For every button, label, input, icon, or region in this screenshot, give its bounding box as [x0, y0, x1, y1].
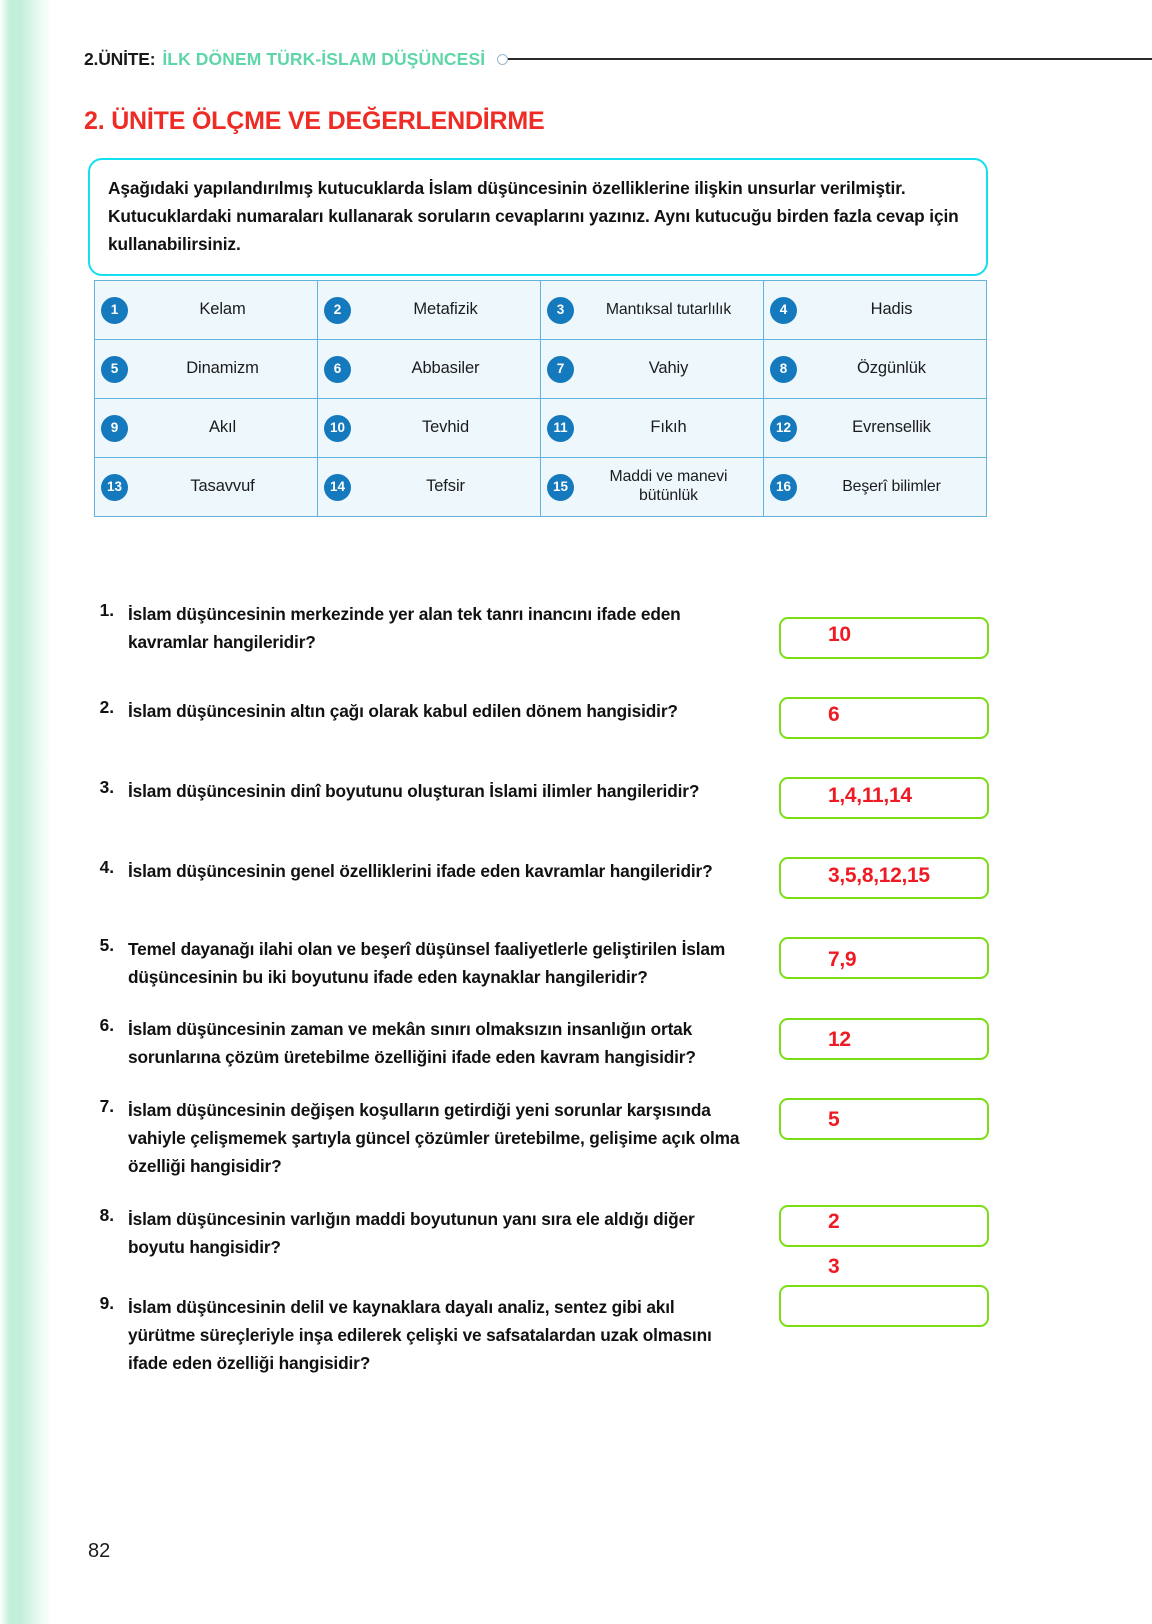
question-item-4	[84, 857, 778, 885]
concept-label: Beşerî bilimler	[842, 477, 941, 495]
question-number: 6.	[99, 1015, 114, 1035]
concept-label: Tevhid	[421, 418, 470, 437]
question-text: İslam düşüncesinin merkezinde yer alan tek tanrı inancını ifade eden kavramlar hangileridir?	[128, 604, 681, 653]
question-item-7	[84, 1096, 768, 1180]
answer-value-5: 7,9	[828, 948, 857, 971]
concept-cell-8[interactable]	[764, 340, 987, 399]
concept-badge: 13	[101, 474, 128, 501]
question-item-9	[84, 1293, 743, 1377]
answer-value-9: 3	[828, 1255, 840, 1278]
concept-cell-12[interactable]	[764, 399, 987, 458]
question-number: 5.	[99, 935, 114, 955]
question-text: İslam düşüncesinin dinî boyutunu oluşturan İslami ilimler hangileridir?	[128, 781, 700, 801]
concept-cell-2[interactable]	[318, 281, 541, 340]
concept-badge: 4	[770, 297, 797, 324]
concept-cell-1[interactable]	[95, 281, 318, 340]
answer-box-8[interactable]	[779, 1205, 989, 1247]
table-row	[95, 399, 987, 458]
concept-badge: 7	[547, 356, 574, 383]
concept-badge: 14	[324, 474, 351, 501]
concept-label: Maddi ve manevi bütünlük	[609, 468, 728, 504]
page-title: 2. ÜNİTE ÖLÇME VE DEĞERLENDİRME	[84, 107, 545, 135]
instruction-text: Aşağıdaki yapılandırılmış kutucuklarda İslam düşüncesinin özelliklerine ilişkin unsurlar verilmiştir. Kutucuklardaki numaraları kullanarak soruların cevaplarını yazınız. Aynı kutucuğu birden fazla cevap için kullanabilirsiniz.	[108, 178, 959, 255]
answer-box-5[interactable]	[779, 937, 989, 979]
question-number: 7.	[99, 1096, 114, 1116]
concept-cell-15[interactable]	[541, 458, 764, 517]
concept-cell-14[interactable]	[318, 458, 541, 517]
concept-badge: 11	[547, 415, 574, 442]
answer-value-1: 10	[828, 623, 851, 646]
question-item-2	[84, 697, 743, 725]
question-number: 8.	[99, 1205, 114, 1225]
concept-label: Evrensellik	[852, 418, 931, 437]
answer-box-7[interactable]	[779, 1098, 989, 1140]
concept-badge: 5	[101, 356, 128, 383]
answer-box-9[interactable]	[779, 1285, 989, 1327]
answer-box-2[interactable]	[779, 697, 989, 739]
question-text: İslam düşüncesinin zaman ve mekân sınırı olmaksızın insanlığın ortak sorunlarına çözüm üretebilme özelliğini ifade eden kavram hangisidir?	[128, 1019, 696, 1068]
concept-cell-7[interactable]	[541, 340, 764, 399]
question-number: 4.	[99, 857, 114, 877]
answer-value-3: 1,4,11,14	[828, 784, 912, 807]
concept-cell-16[interactable]	[764, 458, 987, 517]
concept-cell-11[interactable]	[541, 399, 764, 458]
concept-label: Abbasiler	[411, 359, 480, 378]
question-item-1	[84, 600, 743, 656]
running-header	[84, 44, 1152, 74]
question-text: İslam düşüncesinin delil ve kaynaklara dayalı analiz, sentez gibi akıl yürütme süreçleriyle inşa edilerek çelişki ve safsatalardan uzak olmasını ifade eden özelliği hangisidir?	[128, 1297, 712, 1374]
concept-cell-6[interactable]	[318, 340, 541, 399]
answer-value-8: 2	[828, 1210, 840, 1233]
question-number: 9.	[99, 1293, 114, 1313]
concept-cell-4[interactable]	[764, 281, 987, 340]
question-text: İslam düşüncesinin varlığın maddi boyutunun yanı sıra ele aldığı diğer boyutu hangisidir?	[128, 1209, 695, 1258]
concept-label: Fıkıh	[650, 418, 687, 437]
answer-value-4: 3,5,8,12,15	[828, 864, 930, 887]
answer-box-6[interactable]	[779, 1018, 989, 1060]
concept-badge: 1	[101, 297, 128, 324]
concept-badge: 2	[324, 297, 351, 324]
concept-cell-9[interactable]	[95, 399, 318, 458]
concept-number-table	[94, 280, 987, 517]
concept-badge: 15	[547, 474, 574, 501]
concept-label: Özgünlük	[857, 359, 926, 378]
table-row	[95, 340, 987, 399]
concept-cell-5[interactable]	[95, 340, 318, 399]
concept-label: Tasavvuf	[190, 477, 255, 496]
concept-badge: 12	[770, 415, 797, 442]
answer-value-2: 6	[828, 703, 840, 726]
question-text: Temel dayanağı ilahi olan ve beşerî düşünsel faaliyetlerle geliştirilen İslam düşüncesinin bu iki boyutunu ifade eden kaynaklar hangileridir?	[128, 939, 726, 988]
question-item-3	[84, 777, 758, 805]
concept-label: Hadis	[870, 300, 913, 319]
answer-value-7: 5	[828, 1108, 840, 1131]
concept-label: Dinamizm	[186, 359, 259, 378]
concept-label: Vahiy	[648, 359, 689, 378]
concept-badge: 9	[101, 415, 128, 442]
concept-label: Metafizik	[413, 300, 478, 319]
header-unit-title: İLK DÖNEM TÜRK-İSLAM DÜŞÜNCESİ	[162, 48, 486, 69]
concept-badge: 6	[324, 356, 351, 383]
table-row	[95, 281, 987, 340]
left-edge-accent-strip	[0, 0, 52, 1624]
concept-label: Tefsir	[426, 477, 465, 496]
header-circle-icon	[497, 54, 508, 65]
table-row	[95, 458, 987, 517]
question-text: İslam düşüncesinin altın çağı olarak kabul edilen dönem hangisidir?	[128, 701, 678, 721]
concept-badge: 8	[770, 356, 797, 383]
concept-cell-13[interactable]	[95, 458, 318, 517]
header-unit-label: 2.ÜNİTE:	[84, 48, 156, 69]
question-item-6	[84, 1015, 760, 1071]
question-item-5	[84, 935, 743, 991]
question-number: 1.	[99, 600, 114, 620]
instruction-callout	[88, 158, 988, 276]
concept-cell-3[interactable]	[541, 281, 764, 340]
page-number: 82	[88, 1540, 111, 1562]
concept-label: Akıl	[208, 418, 237, 437]
concept-label: Kelam	[199, 300, 246, 319]
question-number: 2.	[99, 697, 114, 717]
question-item-8	[84, 1205, 743, 1261]
question-number: 3.	[99, 777, 114, 797]
concept-cell-10[interactable]	[318, 399, 541, 458]
concept-badge: 16	[770, 474, 797, 501]
header-rule-line	[508, 58, 1152, 60]
concept-badge: 10	[324, 415, 351, 442]
answer-value-6: 12	[828, 1028, 851, 1051]
concept-label: Mantıksal tutarlılık	[605, 300, 732, 318]
question-text: İslam düşüncesinin değişen koşulların getirdiği yeni sorunlar karşısında vahiyle çelişmemek şartıyla güncel çözümler üretebilme, gelişime açık olma özelliği hangisidir?	[128, 1100, 740, 1177]
answer-box-1[interactable]	[779, 617, 989, 659]
question-text: İslam düşüncesinin genel özelliklerini ifade eden kavramlar hangileridir?	[128, 861, 713, 881]
concept-badge: 3	[547, 297, 574, 324]
